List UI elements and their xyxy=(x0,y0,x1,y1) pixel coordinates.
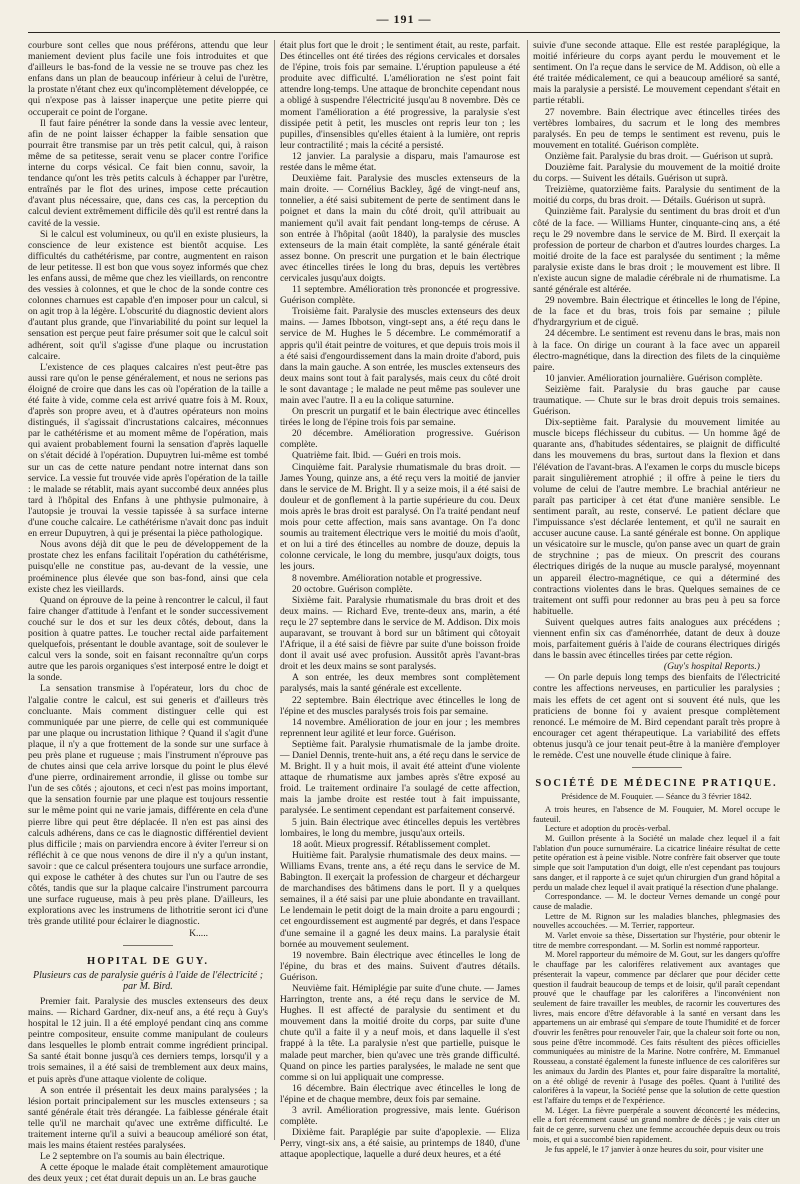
paragraph: Correspondance. — M. le docteur Vernes demande un congé pour cause de maladie. xyxy=(533,892,780,911)
paragraph: 29 novembre. Bain électrique et étincelles le long de l'épine, de la face et du bras, trois fois par semaine ; pilule d'hydrargyrium et de ciguë. xyxy=(533,295,780,329)
header-rule xyxy=(28,32,780,33)
separator xyxy=(632,767,682,768)
column-divider xyxy=(527,40,528,1140)
paragraph: M. Varlet envoie sa thèse, Dissertation sur l'hystérie, pour obtenir le titre de membre correspondant. — M. Sorlin est nommé rapporteur. xyxy=(533,931,780,950)
paragraph: M. Guillon présente à la Société un malade chez lequel il a fait l'ablation d'un pouce surnuméraire. La cicatrice linéaire résultat de cette petite opération est à peine visible. Notre confrère fait observer que toute simple que soit l'amputation d'un doigt, elle n'est cependant pas toujours sans danger, et il rapporte à ce sujet qu'un chirurgien d'un grand hôpital a perdu un malade chez lequel il avait pratiqué la résection d'une phalange. xyxy=(533,834,780,892)
page-number: — 191 — xyxy=(376,12,432,26)
paragraph: A cette époque le malade était complètement amaurotique des deux yeux ; cet état durait depuis un an. Le bras gauche xyxy=(28,1162,268,1184)
paragraph: A trois heures, en l'absence de M. Fouquier, M. Morel occupe le fauteuil. xyxy=(533,804,780,824)
paragraph: Lecture et adoption du procès-verbal. xyxy=(545,824,671,834)
paragraph: Onzième fait. Paralysie du bras droit. — Guérison ut suprà. xyxy=(545,150,774,162)
paragraph: Quatrième fait. Ibid. — Guéri en trois mois. xyxy=(292,450,461,462)
paragraph: Deuxième fait. Paralysie des muscles extenseurs de la main droite. — Cornélius Backley, âgé de vingt-neuf ans, tonnelier, a été saisi subitement de perte de sentiment dans le poignet et dans la main du côté droit, qu'il attribuait au maniement qu'il avait fait pendant long-temps de céruse. A son entrée à l'hôpital (août 1840), la paralysie des muscles extenseurs de la main était complète, la santé générale était assez bonne. On prescrit une purgation et le bain électrique avec étincelles tirées le long du bras, depuis les vertèbres cervicales jusqu'aux doigts. xyxy=(280,173,520,284)
paragraph: 8 novembre. Amélioration notable et progressive. xyxy=(292,572,482,584)
paragraph: Dixième fait. Paraplégie par suite d'apoplexie. — Eliza Perry, vingt-six ans, a été saisie, au printemps de 1840, d'une attaque apoplectique, laquelle a duré deux heures, et a été xyxy=(280,1127,520,1161)
section-subtitle: Plusieurs cas de paralysie guéris à l'aide de l'électricité ; par M. Bird. xyxy=(32,969,264,992)
paragraph: L'existence de ces plaques calcaires n'est peut-être pas aussi rare qu'on le pense généralement, et nous ne serions pas éloigné de croire que dans les cas où l'opération de la taille a été faite à vide, comme cela est arrivé quatre fois à M. Roux, d'après son propre aveu, et à d'autres opérateurs non moins distingués, il s'agissait d'incrustations calcaires, méconnues par le cathétérisme et au moment même de l'opération, mais qui avaient probablement fourni la sensation d'après laquelle on s'était décidé à l'opération. Dupuytren lui-même est tombé sur un cas de cette nature pendant notre internat dans son service. La vessie fut trouvée vide après l'opération de la taille : le malade se rétablit, mais ayant succombé deux années plus tard à l'hôpital des Enfans à une phthysie pulmonaire, à l'autopsie je trouvai la vessie tapissée à sa surface interne d'une couche calcaire. Le cathétérisme n'avait donc pas induit en erreur Dupuytren, à qui je présentai la pièce pathologique. xyxy=(28,361,268,540)
separator xyxy=(123,945,173,946)
paragraph: 12 janvier. La paralysie a disparu, mais l'amaurose est restée dans le même état. xyxy=(280,150,520,174)
paragraph: Cinquième fait. Paralysie rhumatismale du bras droit. — James Young, quinze ans, a été reçu vers la moitié de janvier dans le service de M. Bright. Il y a seize mois, il a été saisi de douleur et de gonflement à la partie supérieure du cou. Deux mois après le bras droit est paralysé. On l'a traité pendant neuf mois pour cette affection, mais sans avantage. On l'a donc soumis au traitement électrique vers le moitié du mois d'août, et on lui a tiré des étincelles au nombre de douze, depuis la colonne cervicale, le long du membre, jusqu'aux doigts, tous les jours. xyxy=(280,461,520,573)
paragraph: Troisième fait. Paralysie des muscles extenseurs des deux mains. — James Ibbotson, vingt-sept ans, a été reçu dans le service de M. Hughes le 5 décembre. Le commémoratif a appris qu'il était peintre de voitures, et que depuis trois mois il a été saisi d'engourdissement dans la main droite d'abord, puis dans la main gauche. A son entrée, les muscles extenseurs des deux mains sont tout à fait paralysés, mais ceux du côté droit le sont davantage ; le malade ne peut même pas soulever une main avec l'autre. Il a eu la colique saturnine. xyxy=(280,306,520,406)
paragraph: M. Léger. La fièvre puerpérale a souvent déconcerté les médecins, elle a fort récemment causé un grand nombre de décès ; je vais citer un fait de ce genre, survenu chez une femme accouchée depuis deux ou trois mois, et qui a succombé bien rapidement. xyxy=(533,1105,780,1144)
paragraph: Sixième fait. Paralysie rhumatismale du bras droit et des deux mains. — Richard Eve, trente-deux ans, marin, a été reçu le 27 septembre dans le service de M. Addison. Dix mois auparavant, se trouvant à bord sur un bâtiment qui côtoyait l'Afrique, il a été saisi de fièvre par suite d'une boisson froide dont il avait usé avec profusion. Aussitôt après l'avant-bras droit et les deux mains se sont paralysés. xyxy=(280,594,520,673)
paragraph: Si le calcul est volumineux, ou qu'il en existe plusieurs, la conscience de leur existence est bientôt acquise. Les difficultés du cathétérisme, par contre, augmentent en raison de leur petitesse. Il est bon que vous soyez informés que chez les enfans aussi, de même que chez les vieillards, on rencontre des vessies à colonnes, et que le choc de la sonde contre ces colonnes charnues est capable d'en imposer pour un calcul, si on agit trop à la légère. L'obscurité du diagnostic devient alors d'autant plus grande, que l'invariabilité du point sur lequel la sensation est perçue peut faire présumer soit que le calcul soit adhérent, soit qu'il s'agisse d'une plaque ou incrustation calcaire. xyxy=(28,228,268,362)
paragraph: 20 décembre. Amélioration progressive. Guérison complète. xyxy=(280,428,520,451)
paragraph: A son entrée, les deux membres sont complètement paralysés, mais la santé générale est excellente. xyxy=(280,672,520,695)
paragraph: 18 août. Mieux progressif. Rétablissement complet. xyxy=(292,838,491,850)
paragraph: — On parle depuis long temps des bienfaits de l'électricité contre les affections nerveuses, en particulier les paralysies ; mais les effets de cet agent ont si souvent été nuls, que les praticiens de bonne foi y avaient presque complètement renoncé. Le mémoire de M. Bird cependant paraît très propre à encourager cet agent thérapeutique. La variabilité des effets obtenus jusqu'à ce jour tenait peut-être à la manière d'employer le remède. C'est une nouvelle étude clinique à faire. xyxy=(533,672,780,761)
paragraph: Je fus appelé, le 17 janvier à onze heures du soir, pour visiter une xyxy=(545,1144,764,1154)
paragraph: Premier fait. Paralysie des muscles extenseurs des deux mains. — Richard Gardner, dix-neuf ans, a été reçu à Guy's hospital le 12 juin. Il a été employé pendant cinq ans comme peintre compositeur, ensuite comme manipulant de couleurs dans lesquelles le plomb entrait comme ingrédient principal. Sa santé était bonne jusqu'à ces derniers temps, lorsqu'il y a trois semaines, il a été saisi de tremblement aux deux mains, et puis après d'une attaque violente de colique. xyxy=(28,995,268,1085)
paragraph: 24 décembre. Le sentiment est revenu dans le bras, mais non à la face. On dirige un courant à la face avec un appareil électro-magnétique, dans la direction des filets de la cinquième paire. xyxy=(533,328,780,373)
paragraph: 10 janvier. Amélioration journalière. Guérison complète. xyxy=(545,372,763,384)
source-citation: (Guy's hospital Reports.) xyxy=(663,661,760,673)
paragraph: 5 juin. Bain électrique avec étincelles depuis les vertèbres lombaires, le long du membre, jusqu'aux orteils. xyxy=(280,816,520,839)
section-title: SOCIÉTÉ DE MÉDECINE PRATIQUE. xyxy=(535,778,778,790)
paragraph: Il faut faire pénétrer la sonde dans la vessie avec lenteur, afin de ne point laisser échapper la faible sensation que pourrait être transmise par un très petit calcul, qui, à raison même de sa petitesse, serait venu se placer contre l'orifice interne du corps vésical. Ce fait bien connu, savoir, la tendance qu'ont les très petits calculs à échapper par l'urètre, entraînés par le flot des urines, impose cette précaution d'avant plus nécessaire, que, dans ces cas, la perception du calcul devient extrêmement difficile dès qu'il est rentré dans la cavité de la vessie. xyxy=(28,117,268,229)
paragraph: La sensation transmise à l'opérateur, lors du choc de l'algalie contre le calcul, est sui generis et d'ailleurs très concluante. Mais comment distinguer celle qui est communiquée par une pierre, de celle qui est communiquée par une plaque ou incrustation lithique ? Quand il s'agit d'une plaque, il n'y a que frottement de la sonde sur une surface à peu près plane et rugueuse ; mais l'instrument n'éprouve pas de chutes ainsi que cela arrive lorsque du point le plus élevé d'une pierre, ordinairement arrondie, il glisse ou tombe sur l'un de ses côtés ; ajoutons, et ceci n'est pas moins important, que la sensation fournie par une plaque est toujours ressentie sur le même point qui ne varie jamais, différente en cela d'une pierre libre qui peut être déplacée. Il n'en est pas ainsi des calculs adhérens, dans ce cas le diagnostic différentiel devient plus difficile ; mais on parviendra encore à éviter l'erreur si on réfléchit à ce que nous venons de dire il n'y a qu'un instant, savoir : que ce calcul présentera toujours une surface arrondie, qui expose le cathéter à des chutes sur l'un ou l'autre de ses côtés, tandis que sur la plaque calcaire l'instrument parcourra une surface rugueuse, mais à peu près plane. D'ailleurs, les explorations avec les instrumens de lithotritie seront ici d'une très grande utilité pour éclairer le diagnostic. xyxy=(28,683,268,928)
paragraph: 3 avril. Amélioration progressive, mais lente. Guérison complète. xyxy=(280,1105,520,1128)
newspaper-page xyxy=(28,12,780,1184)
paragraph: Treizième, quatorzième faits. Paralysie du sentiment de la moitié du corps, du bras droit. — Détails. Guérison ut suprà. xyxy=(533,184,780,207)
paragraph: Le 2 septembre on l'a soumis au bain électrique. xyxy=(40,1151,225,1163)
paragraph: 22 septembre. Bain électrique avec étincelles le long de l'épine et des muscles paralysés trois fois par semaine. xyxy=(280,694,520,717)
paragraph: suivie d'une seconde attaque. Elle est restée paraplégique, la moitié inférieure du corps ayant perdu le mouvement et le sentiment. On l'a reçue dans le service de M. Addison, où elle a été traitée médicalement, ce qui a beaucoup amélioré sa santé, mais la paralysie a persisté. Le mouvement cependant s'était en partie rétabli. xyxy=(533,40,780,107)
column-left xyxy=(28,40,268,1184)
paragraph: On prescrit un purgatif et le bain électrique avec étincelles tirées le long de l'épine trois fois par semaine. xyxy=(280,406,520,429)
paragraph: 16 décembre. Bain électrique avec étincelles le long de l'épine et de chaque membre, deux fois par semaine. xyxy=(280,1082,520,1105)
paragraph: était plus fort que le droit ; le sentiment était, au reste, parfait. Des étincelles ont été tirées des régions cervicales et dorsales de l'épine, trois fois par semaine. L'éruption papuleuse a été produite avec difficulté. L'amélioration ne s'est point fait attendre long-temps. Une attaque de bronchite cependant nous a obligé à suspendre l'électricité jusqu'au 8 novembre. Dès ce moment l'amélioration a été progressive, la paralysie s'est dissipée petit à petit, les muscles ont repris leur ton ; les pupilles, d'insensibles qu'elles étaient à la lumière, ont repris leur contractilité ; mais la cécité a persisté. xyxy=(280,40,520,151)
paragraph: Nous avons déjà dit que le peu de développement de la prostate chez les enfans facilitait l'opération du cathétérisme, puisqu'elle ne constitue pas, au-devant de la vessie, une proéminence plus élevée que son bas-fond, ainsi que cela existe chez les vieillards. xyxy=(28,539,268,595)
paragraph: Suivent quelques autres faits analogues aux précédens ; viennent enfin six cas d'aménorrhée, datant de deux à douze mois, parfaitement guéris à l'aide de courans électriques dirigés dans le bassin avec étincelles tirées par cette région. xyxy=(533,616,780,662)
signature: K..... xyxy=(189,927,208,939)
paragraph: A son entrée il présentait les deux mains paralysées ; la lésion portait principalement sur les muscles extenseurs ; sa santé générale était très dérangée. La faiblesse générale était telle qu'il ne marchait qu'avec une extrême difficulté. Le traitement interne qu'il a suivi a beaucoup amélioré son état, mais les mains étaient restées paralysées. xyxy=(28,1084,268,1152)
paragraph: Douzième fait. Paralysie du mouvement de la moitié droite du corps. — Suivent les détails. Guérison ut suprà. xyxy=(533,162,780,185)
paragraph: 11 septembre. Amélioration très prononcée et progressive. Guérison complète. xyxy=(280,284,520,307)
paragraph: 19 novembre. Bain électrique avec étincelles le long de l'épine, du bras et des mains. Suivent d'autres détails. Guérison. xyxy=(280,949,520,983)
paragraph: Quand on éprouve de la peine à rencontrer le calcul, il faut faire changer d'attitude à l'enfant et le sonder successivement couché sur le dos et sur les deux côtés, debout, dans la position à quatre pattes. Le toucher rectal aide parfaitement quelquefois, présentant le double avantage, soit de soulever le calcul vers la sonde, soit en faisant reconnaître qu'un corps autre que les parois organiques s'est interposé entre le doigt et la sonde. xyxy=(28,594,268,684)
column-right xyxy=(533,40,780,1154)
session-meta: Présidence de M. Fouquier. — Séance du 3 février 1842. xyxy=(561,792,752,802)
paragraph: Septième fait. Paralysie rhumatismale de la jambe droite. — Daniel Dennis, trente-huit ans, a été reçu dans le service de M. Bright. Il y a huit mois, il avait été atteint d'une violente attaque de rhumatisme aux jambes après s'être exposé au froid. Le traitement ordinaire l'a soulagé de cette affection, mais la jambe droite est restée tout à fait impuissante, paralysée. Le sentiment cependant est parfaitement conservé. xyxy=(280,738,520,817)
paragraph: 20 octobre. Guérison complète. xyxy=(292,583,413,595)
paragraph: Neuvième fait. Hémiplégie par suite d'une chute. — James Harrington, trente ans, a été reçu dans le service de M. Hughes. Il est affecté de paralysie du sentiment et du mouvement dans la moitié droite du corps, par suite d'une chute qu'il a faite il y a neuf mois, et dans laquelle il s'est frappé à la tête. La paralysie n'est que partielle, puisque le malade peut marcher, bien qu'avec une très grande difficulté. Quand on pince les parties paralysées, le malade ne sent que comme si on lui appliquait une compresse. xyxy=(280,982,520,1083)
column-middle xyxy=(280,40,520,1161)
paragraph: Quinzième fait. Paralysie du sentiment du bras droit et d'un côté de la face. — Williams Hunter, cinquante-cinq ans, a été reçu le 29 novembre dans le service de M. Bird. Il exerçait la profession de porteur de charbon et d'autres lourdes charges. La moitié droite de la face est paralysée du sentiment ; la même paralysie existe dans le bras droit ; le mouvement est libre. Il n'existe aucun signe de maladie cérébrale ni de rhumatisme. La santé générale est altérée. xyxy=(533,206,780,296)
paragraph: M. Morel rapporteur du mémoire de M. Gout, sur les dangers qu'offre le chauffage par les calorifères relativement aux avantages que présenterait la vapeur, commence par déclarer que pour décider cette question il faudrait beaucoup de temps et de loisir, qu'il paraît cependant prouvé que le chauffage par les calorifères a l'inconvénient non seulement de faire travailler les meubles, de racornir les couvertures des livres, mais encore d'être défavorable à la santé en versant dans les appartemens un air embrasé qui s'empare de toute l'humidité et de forcer d'ouvrir les fenêtres pour renouveler l'air, que la chaleur soit forte ou non, sous peine d'être incommodé. Ces faits résultent des pièces officielles communiquées au ministre de la Marine. Notre confrère, M. Emmanuel Rousseau, a constaté également la funeste influence de ces calorifères sur les animaux du Jardin des Plantes et, pour faire disparaître la mortalité, on a été obligé de revenir à l'usage des poêles. Quant à l'utilité des calorifères à la vapeur, la Société pense que la solution de cette question est l'affaire du temps et de l'expérience. xyxy=(533,950,780,1105)
paragraph: 14 novembre. Amélioration de jour en jour ; les membres reprennent leur agilité et leur force. Guérison. xyxy=(280,716,520,739)
section-title: HOPITAL DE GUY. xyxy=(87,955,209,967)
paragraph: Seizième fait. Paralysie du bras gauche par cause traumatique. — Chute sur le bras droit depuis trois semaines. Guérison. xyxy=(533,383,780,418)
paragraph: Dix-septième fait. Paralysie du mouvement limitée au muscle biceps fléchisseur du cubitus. — Un homme âgé de quarante ans, d'habitudes sédentaires, se plaignit de difficulté dans les mouvemens du bras, surtout dans la flexion et dans l'élévation de l'avant-bras. A l'examen le corps du muscle biceps parait singulièrement atrophié ; il offre à peine le tiers du volume de celui de l'autre membre. Le brachial antérieur ne paraît pas participer à cet état d'une manière sensible. Le sentiment paraît, au reste, conservé. Le patient déclare que l'impuissance s'est déclarée lentement, et qu'il ne saurait en accuser aucune cause. La santé générale est bonne. On applique un vésicatoire sur le muscle, qu'on panse avec un quart de grain de strychnine ; pas de mieux. On prescrit des courans électriques dirigés de la nuque au muscle paralysé, moyennant un appareil électro-magnétique, ce qui a déterminé des contractions violentes dans le bras. Quelques semaines de ce traitement ont suffi pour redonner au bras peu à peu sa force habituelle. xyxy=(533,417,780,617)
column-divider xyxy=(274,40,275,1140)
paragraph: courbure sont celles que nous préférons, attendu que leur maniement devient plus facile une fois introduites et que d'ailleurs le bas-fond de la vessie ne se trouve pas chez les enfans dans un plan de beaucoup inférieur à celui de l'urètre, la prostate n'étant chez eux qu'incomplètement développée, ce qui n'expose pas à laisser inaperçue une petite pierre qui occuperait ce point de l'organe. xyxy=(28,40,268,118)
paragraph: 27 novembre. Bain électrique avec étincelles tirées des vertèbres lombaires, du sacrum et le long des membres paralysés. En peu de temps le sentiment est revenu, puis le mouvement en totalité. Guérison complète. xyxy=(533,106,780,151)
paragraph: Lettre de M. Rignon sur les maladies blanches, phlegmasies des nouvelles accouchées. — M. Terrier, rapporteur. xyxy=(533,911,780,931)
paragraph: Huitième fait. Paralysie rhumatismale des deux mains. — Williams Evans, trente ans, a été reçu dans le service de M. Babington. Il exerçait la profession de chargeur et déchargeur de marchandises des bâtimens dans le port. Il y a quelques semaines, il a été saisi par une pluie abondante en travaillant. Le lendemain le petit doigt de la main droite a paru engourdi ; cet engourdissement est augmenté par degrés, et dans l'espace d'une semaine il a gagné les deux mains. La paralysie était bornée au mouvement seulement. xyxy=(280,849,520,950)
